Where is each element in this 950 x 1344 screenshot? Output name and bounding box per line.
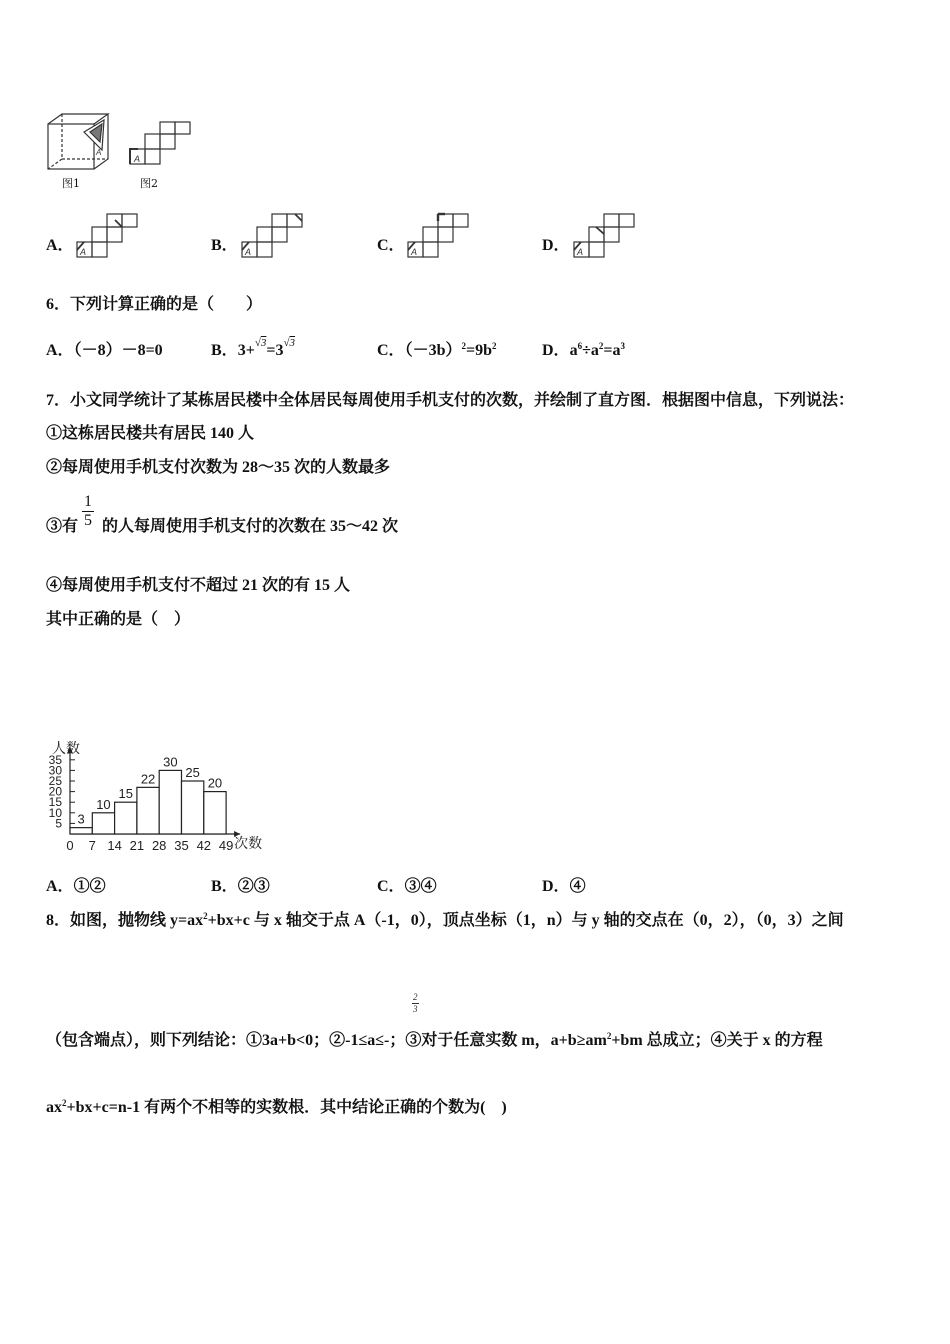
q7-statement-1: ①这栋居民楼共有居民 140 人 [46,425,255,442]
q7-statement-2: ②每周使用手机支付次数为 28～35 次的人数最多 [46,459,391,476]
q7-statement-3-post: 的人每周使用手机支付的次数在 35～42 次 [102,518,399,535]
histogram-bar [182,781,204,834]
q7-ask: 其中正确的是（ ） [46,611,191,628]
q7-option-a [46,877,106,897]
q7-stem: 7．小文同学统计了某栋居民楼中全体居民每周使用手机支付的次数，并绘制了直方图．根据图中信息，下列说法： [46,392,855,409]
x-axis-label: 次数 [234,835,263,851]
y-tick-label: 35 [48,752,62,767]
q5-option-b-letter: B． [211,237,238,254]
q8-line-2-a: （包含端点），则下列结论：①3a+b<0；②-1≤a≤-；③对于任意实数 m，a+b≥am [46,1032,607,1049]
y-tick-label: 30 [48,763,62,778]
exponent: 2 [606,1031,612,1041]
q7-statement-4: ④每周使用手机支付不超过 21 次的有 15 人 [46,577,351,594]
q6-option-c [377,341,496,361]
q5-option-d-letter: D． [542,237,570,254]
q8-line-3-a: ax [46,1099,62,1116]
x-tick-label: 7 [88,838,96,853]
q6-option-c-text: （－3b） [404,342,462,359]
bar-value-label: 25 [185,765,200,780]
q6-option-c-letter: C． [377,342,405,359]
y-tick-label: 20 [48,784,62,799]
bar-value-label: 30 [163,754,178,770]
q6-option-b [211,337,296,362]
histogram-bar [137,787,159,834]
figure-1-cube [44,110,119,172]
q8-line-1-b: +bx+c 与 x 轴交于点 A（-1，0），顶点坐标（1，n）与 y 轴的交点在（0，2），（0，3）之间 [207,912,844,929]
net-face-letter: A [245,247,252,257]
q7-histogram [40,645,280,860]
exponent: 6 [577,341,583,351]
fraction-numerator: 2 [413,992,418,1002]
q5-option-b-net [240,212,304,260]
q8-line-3 [46,1098,507,1118]
option-text: ①② [73,878,106,895]
figure-2-net [128,120,192,168]
bar-value-label: 20 [207,775,223,791]
q6-option-b-pre: 3+ [237,342,255,359]
exponent: 2 [598,341,604,351]
base: a [569,342,578,359]
sqrt-symbol: √3 [283,337,296,349]
q5-option-c-letter: C． [377,237,405,254]
q6-option-c-tail: =9b [465,342,492,359]
q8-line-1 [46,911,844,931]
option-letter: D． [542,878,570,895]
exponent: 2 [62,1098,67,1108]
y-tick-label: 5 [55,816,62,831]
exponent: 2 [461,341,466,351]
q8-small-fraction [412,992,419,1015]
histogram-bar [70,828,92,834]
radicand: 3 [260,337,267,349]
operator: ÷a [582,342,599,359]
x-tick-label: 21 [129,838,145,853]
x-tick-label: 0 [66,838,74,853]
net-face-letter: A [411,247,418,257]
q7-option-c [377,877,437,897]
exponent: 3 [620,341,625,351]
option-letter: A． [46,878,74,895]
q8-line-1-a: 8．如图，抛物线 y=ax [46,912,204,929]
q6-stem: 6．下列计算正确的是（ ） [46,296,263,313]
option-text: ③④ [404,878,437,895]
net-face-letter: A [134,154,141,164]
q5-option-d-net [572,212,636,260]
fraction-denominator: 3 [413,1004,418,1014]
x-tick-label: 35 [174,838,189,853]
net-face-letter: A [80,247,87,257]
exponent: 2 [203,911,208,921]
histogram-bar [92,813,114,834]
x-tick-label: 28 [151,838,167,853]
q7-fraction [82,493,94,530]
net-face-letter: A [577,247,584,257]
figure-2-caption: 图2 [140,177,158,190]
q6-option-d-letter: D． [542,342,570,359]
q8-line-2-b: +bm 总成立；④关于 x 的方程 [611,1032,823,1049]
option-letter: C． [377,878,405,895]
bar-value-label: 15 [118,786,133,802]
option-letter: B． [211,878,238,895]
q8-line-2 [46,1031,823,1051]
cube-face-letter: A [96,148,102,157]
fraction-numerator: 1 [84,493,92,510]
sqrt-symbol: √3 [254,337,267,349]
q6-option-d [542,341,625,361]
histogram-bar [204,792,226,834]
option-text: ②③ [237,878,270,895]
equals: =a [603,342,621,359]
y-axis-label: 人数 [52,740,80,757]
fraction-denominator: 5 [84,512,92,529]
histogram-bar [115,802,137,834]
y-tick-label: 25 [48,774,62,788]
q6-option-a [46,341,163,361]
q5-option-a-letter: A． [46,237,74,254]
histogram-bar [159,770,181,834]
exponent: 2 [491,341,497,351]
y-tick-label: 10 [48,805,62,820]
q5-option-c-net [406,212,470,260]
q7-option-d [542,877,586,897]
q6-option-b-letter: B． [211,342,238,359]
q6-option-b-mid: =3 [266,342,284,359]
x-tick-label: 49 [218,838,234,853]
x-tick-label: 14 [107,838,122,853]
radicand: 3 [289,337,296,349]
q5-option-a-net [75,212,139,260]
bar-value-label: 3 [77,811,85,827]
option-text: ④ [569,878,586,895]
bar-value-label: 22 [140,771,156,787]
bar-value-label: 10 [96,796,111,812]
q8-line-3-b: +bx+c=n-1 有两个不相等的实数根．其中结论正确的个数为( ) [66,1099,507,1116]
q6-option-a-text: （－8）－8=0 [73,342,163,359]
y-tick-label: 15 [48,795,62,810]
q6-option-a-letter: A． [46,342,74,359]
q7-statement-3-pre: ③有 [46,518,79,535]
figure-1-caption: 图1 [62,177,80,190]
q7-option-b [211,877,270,897]
x-tick-label: 42 [196,838,212,853]
